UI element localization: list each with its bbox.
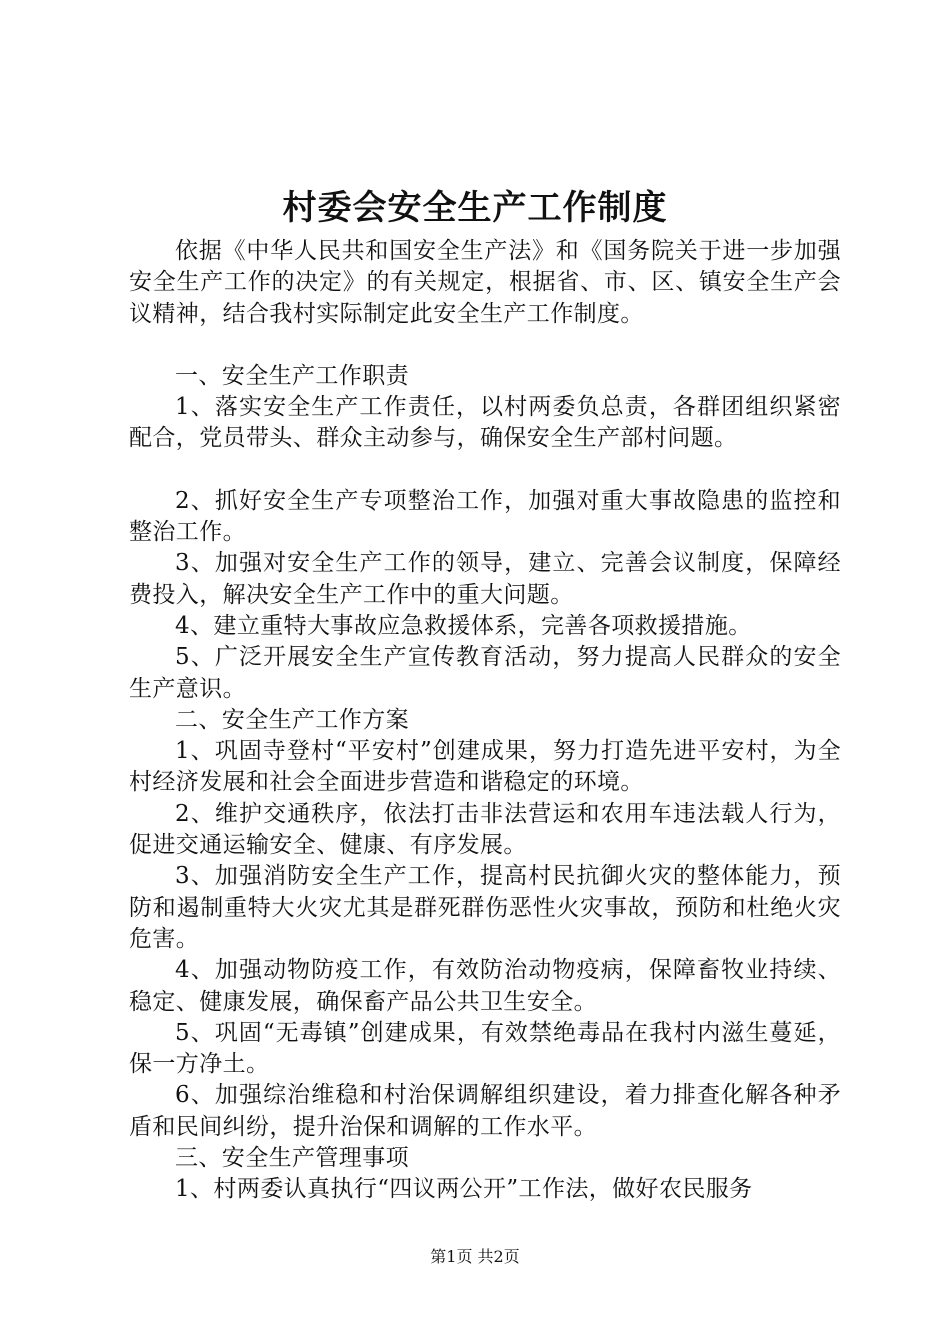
paragraph: 3、加强消防安全生产工作，提高村民抗御火灾的整体能力，预防和遏制重特大火灾尤其是群死群伤恶性火灾事故，预防和杜绝火灾危害。 xyxy=(129,863,841,952)
document-title: 村委会安全生产工作制度 xyxy=(282,188,668,228)
paragraph-gap xyxy=(129,330,841,361)
paragraph: 5、巩固“无毒镇”创建成果，有效禁绝毒品在我村内滋生蔓延，保一方净土。 xyxy=(129,1019,841,1078)
paragraph: 4、建立重特大事故应急救援体系，完善各项救援措施。 xyxy=(175,612,752,639)
paragraph: 3、加强对安全生产工作的领导，建立、完善会议制度，保障经费投入，解决安全生产工作中的重大问题。 xyxy=(129,550,841,608)
paragraph: 2、维护交通秩序，依法打击非法营运和农用车违法载人行为，促进交通运输安全、健康、有序发展。 xyxy=(129,800,841,859)
document-body xyxy=(129,236,841,1206)
paragraph: 5、广泛开展安全生产宣传教育活动，努力提高人民群众的安全生产意识。 xyxy=(129,644,841,702)
paragraph: 1、落实安全生产工作责任，以村两委负总责，各群团组织紧密配合，党员带头、群众主动参与，确保安全生产部村问题。 xyxy=(129,394,841,452)
page-footer: 第1页 共2页 xyxy=(430,1247,520,1266)
section-heading-2: 二、安全生产工作方案 xyxy=(175,706,409,733)
paragraph-gap xyxy=(129,455,841,486)
paragraph: 1、村两委认真执行“四议两公开”工作法，做好农民服务 xyxy=(175,1176,753,1203)
paragraph: 4、加强动物防疫工作，有效防治动物疫病，保障畜牧业持续、稳定、健康发展，确保畜产品公共卫生安全。 xyxy=(129,957,841,1015)
section-heading-3: 三、安全生产管理事项 xyxy=(175,1145,409,1172)
intro-paragraph: 依据《中华人民共和国安全生产法》和《国务院关于进一步加强安全生产工作的决定》的有关规定，根据省、市、区、镇安全生产会议精神，结合我村实际制定此安全生产工作制度。 xyxy=(129,238,841,327)
paragraph: 6、加强综治维稳和村治保调解组织建设，着力排查化解各种矛盾和民间纠纷，提升治保和调解的工作水平。 xyxy=(129,1082,841,1140)
paragraph: 2、抓好安全生产专项整治工作，加强对重大事故隐患的监控和整治工作。 xyxy=(129,487,841,546)
paragraph: 1、巩固寺登村“平安村”创建成果，努力打造先进平安村，为全村经济发展和社会全面进步营造和谐稳定的环境。 xyxy=(129,738,841,796)
section-heading-1: 一、安全生产工作职责 xyxy=(175,362,409,389)
